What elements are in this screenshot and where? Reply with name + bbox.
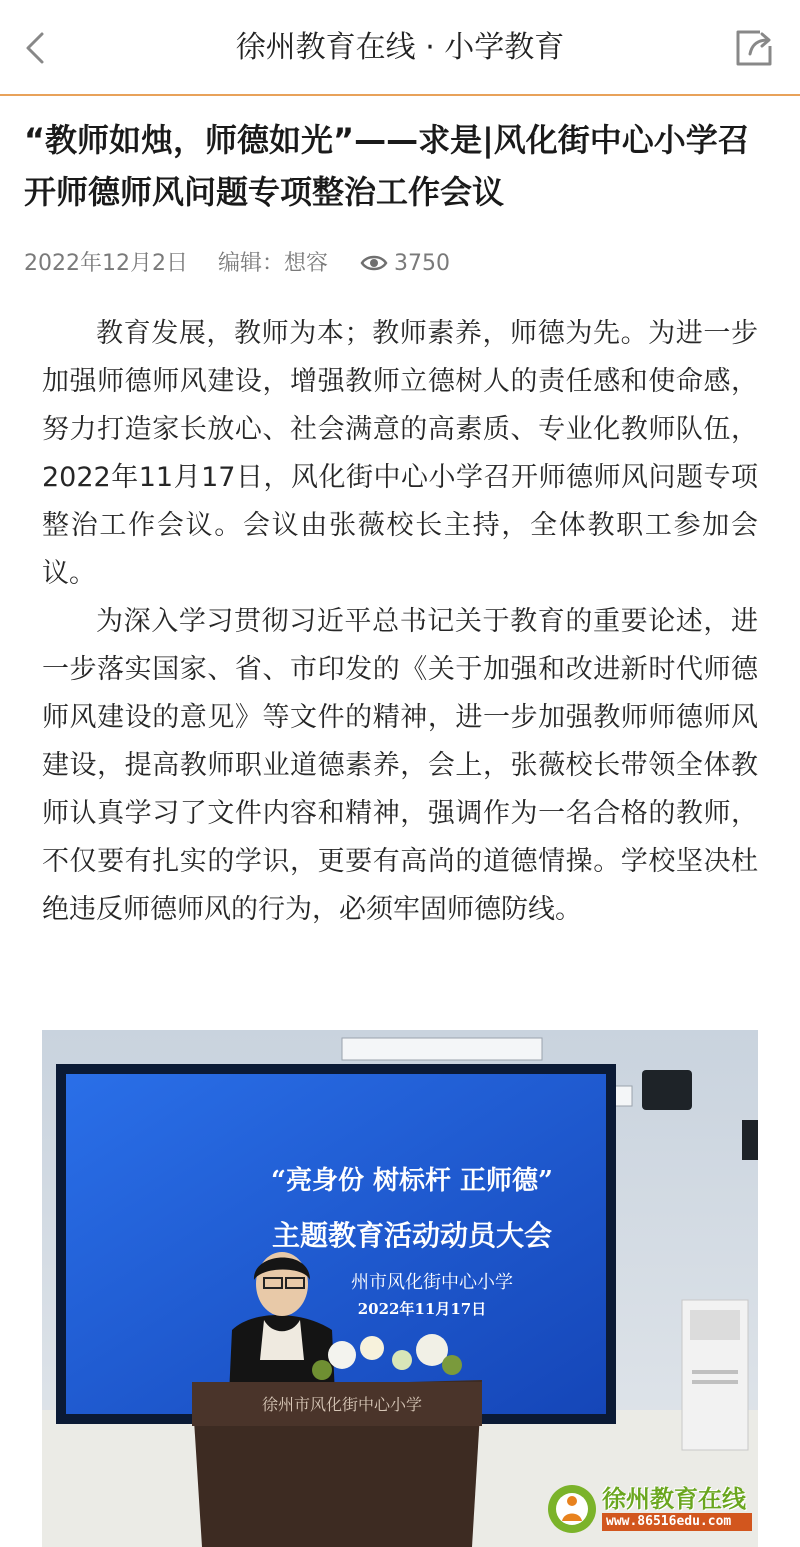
screen-date: 2022年11月17日 xyxy=(357,1300,487,1318)
article-paragraph: 为深入学习贯彻习近平总书记关于教育的重要论述，进一步落实国家、省、市印发的《关于加强和改进新时代师德师风建设的意见》等文件的精神，进一步加强教师师德师风建设，提高教师职业道德素养，会上，张薇校长带领全体教师认真学习了文件内容和精神，强调作为一名合格的教师，不仅要有扎实的学识，更要有高尚的道德情操。学校坚决杜绝违反师德师风的行为，必须牢固师德防线。 xyxy=(42,606,758,925)
article-photo xyxy=(42,1030,758,1547)
view-count-value: 3750 xyxy=(394,251,450,276)
top-navbar xyxy=(0,0,800,96)
back-button[interactable] xyxy=(14,24,58,72)
screen-school: 州市风化街中心小学 xyxy=(351,1272,513,1293)
screen-slogan: “亮身份 树标杆 正师德” xyxy=(270,1166,553,1196)
screen-heading: 主题教育活动动员大会 xyxy=(271,1219,552,1252)
share-button[interactable] xyxy=(730,24,778,72)
article-body xyxy=(42,310,758,934)
article-paragraph: 教育发展，教师为本；教师素养，师德为先。为进一步加强师德师风建设，增强教师立德树人的责任感和使命感， 努力打造家长放心、社会满意的高素质、专业化教师队伍，2022年11月17日，风化街中心小学召开师德师风问题专项整治工作会议。会议由张薇校长主持，全体教职工参加会议。 xyxy=(42,318,758,589)
eye-icon xyxy=(360,253,388,273)
publish-date: 2022年12月2日 xyxy=(24,251,188,276)
article-title: “教师如烛，师德如光”——求是|风化街中心小学召开师德师风问题专项整治工作会议 xyxy=(24,121,750,211)
chevron-left-icon xyxy=(14,24,58,72)
article-meta xyxy=(24,246,776,282)
watermark-url: www.86516edu.com xyxy=(602,1513,752,1531)
svg-text:徐州市风化街中心小学: 徐州市风化街中心小学 xyxy=(261,1395,423,1414)
page-title: 徐州教育在线 · 小学教育 xyxy=(235,30,565,65)
site-watermark xyxy=(544,1479,754,1541)
watermark-site-name: 徐州教育在线 xyxy=(602,1485,746,1513)
editor-label: 编辑：想容 xyxy=(218,251,329,276)
site-logo-icon xyxy=(544,1481,600,1537)
share-icon xyxy=(730,24,778,72)
view-count xyxy=(360,246,450,282)
